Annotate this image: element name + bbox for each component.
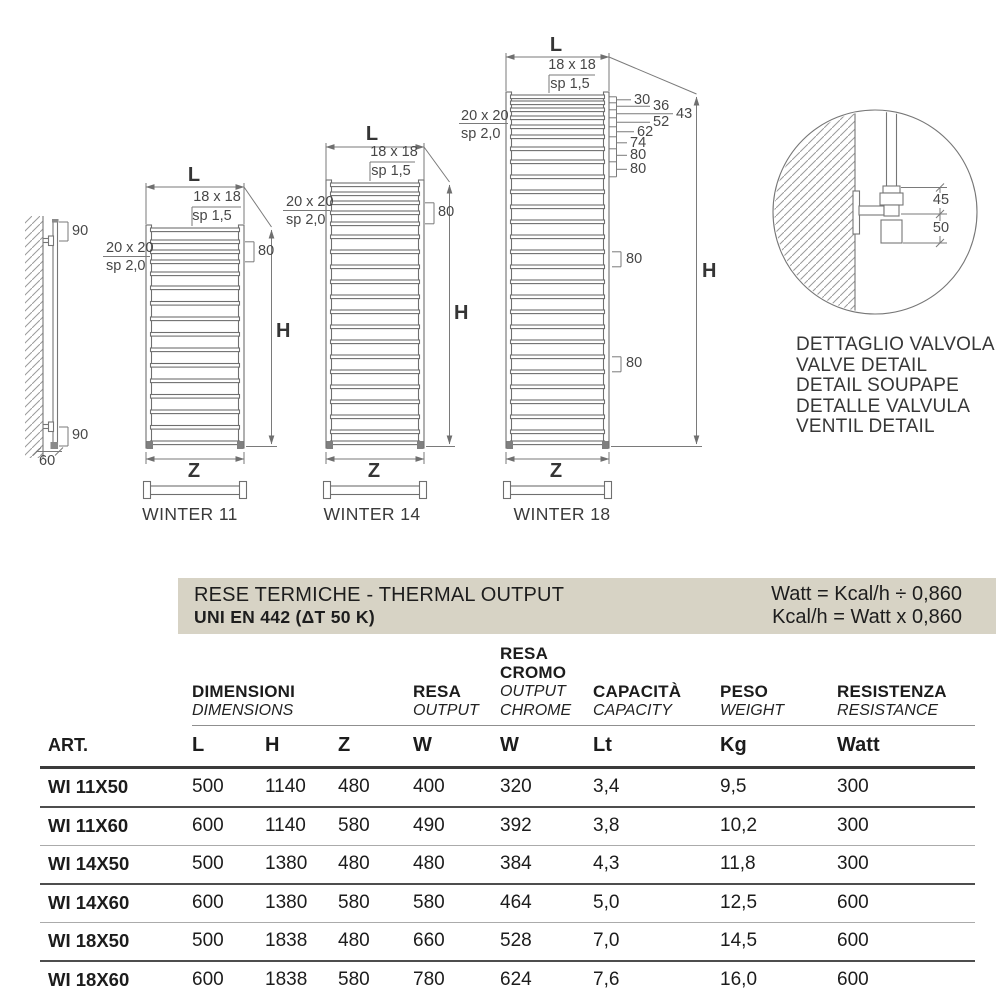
column-header-z: Z [338, 726, 413, 768]
cell-kg: 11,8 [720, 846, 837, 885]
cell-l: 600 [192, 884, 265, 923]
cell-w: 780 [413, 969, 445, 990]
w18-dim-52: 52 [653, 114, 670, 130]
cell-kg: 16,0 [720, 969, 758, 990]
winter-18-front-view [504, 92, 612, 499]
group-weight-en: WEIGHT [720, 702, 785, 719]
cell-watt: 600 [837, 923, 975, 962]
table-column-header-row [40, 726, 975, 768]
group-header-capacity [593, 636, 720, 726]
cell-z: 580 [338, 807, 413, 846]
w18-dim-80-mid1: 80 [626, 251, 643, 267]
cell-z: 580 [338, 969, 370, 990]
cell-l: 600 [192, 807, 265, 846]
w18-dim-h: H [702, 260, 717, 282]
group-header-output [413, 636, 500, 726]
w14-dim-80: 80 [438, 204, 455, 220]
w18-dim-l: L [549, 34, 563, 56]
cell-l: 600 [192, 969, 224, 990]
sideview-dim-90-bottom: 90 [72, 427, 89, 443]
table-row [40, 884, 975, 923]
w18-tube-size: 18 x 18 [548, 57, 596, 73]
thermal-output-header [178, 578, 996, 634]
w18-dim-36: 36 [653, 98, 670, 114]
valve-caption-line-2: VALVE DETAIL [796, 354, 928, 376]
cell-l: 500 [192, 768, 265, 808]
cell-watt: 300 [837, 768, 975, 808]
spec-table [40, 636, 975, 999]
group-output-it: RESA [413, 682, 462, 701]
cell-z: 480 [338, 768, 413, 808]
w11-dim-l: L [187, 164, 201, 186]
w18-dim-74: 74 [630, 135, 647, 151]
cell-lt: 7,6 [593, 969, 620, 990]
cell-watt: 300 [837, 846, 975, 885]
cell-art: WI 11X50 [40, 768, 192, 808]
sideview-dim-90-top: 90 [72, 223, 89, 239]
w18-tube-thickness: sp 1,5 [550, 76, 590, 92]
cell-watt: 300 [837, 807, 975, 846]
cell-w: 580 [413, 884, 500, 923]
w11-tube-thickness: sp 1,5 [192, 208, 232, 224]
cell-lt: 3,8 [593, 807, 720, 846]
group-output-chrome-en2: CHROME [500, 702, 572, 719]
w14-collector-size: 20 x 20 [286, 194, 334, 210]
w14-model-name: WINTER 14 [323, 504, 421, 524]
formula-kcal-to-watt: Kcal/h = Watt x 0,860 [772, 606, 962, 628]
valve-dim-50: 50 [932, 220, 950, 236]
w14-dim-z: Z [367, 460, 381, 482]
cell-art: WI 11X60 [40, 807, 192, 846]
w11-model-name: WINTER 11 [142, 504, 238, 524]
group-header-dimensions [192, 636, 413, 726]
w14-dim-l: L [365, 123, 379, 145]
w18-dim-80-a: 80 [630, 147, 647, 163]
cell-h: 1140 [265, 768, 338, 808]
cell-lt: 3,4 [593, 768, 720, 808]
table-group-header-row [40, 636, 975, 726]
w18-dim-30: 30 [634, 92, 651, 108]
group-resistance-it: RESISTENZA [837, 682, 947, 701]
w14-tube-size: 18 x 18 [370, 144, 418, 160]
w11-dim-80: 80 [258, 243, 275, 259]
column-header-watt: Watt [837, 726, 975, 768]
group-header-weight [720, 636, 837, 726]
valve-caption-line-3: DETAIL SOUPAPE [796, 375, 959, 396]
group-resistance-en: RESISTANCE [837, 702, 939, 719]
table-row [40, 768, 975, 808]
thermal-output-title: RESE TERMICHE - THERMAL OUTPUT [194, 584, 565, 606]
cell-w_chrome: 528 [500, 923, 593, 962]
cell-w_chrome: 624 [500, 969, 532, 990]
table-row [40, 923, 975, 962]
table-row [40, 846, 975, 885]
w11-collector-size: 20 x 20 [106, 240, 154, 256]
w18-dim-80-b: 80 [630, 161, 647, 177]
w18-collector-size: 20 x 20 [461, 108, 509, 124]
w14-dim-h: H [454, 302, 469, 324]
cell-z: 480 [338, 923, 413, 962]
w18-collector-thickness: sp 2,0 [461, 126, 501, 142]
group-capacity-it: CAPACITÀ [593, 682, 682, 701]
column-header-lt: Lt [593, 726, 720, 768]
cell-w_chrome: 320 [500, 768, 593, 808]
group-header-output-chrome [500, 636, 593, 726]
w18-dim-z: Z [549, 460, 563, 482]
group-output-en: OUTPUT [413, 702, 479, 719]
cell-w: 660 [413, 923, 500, 962]
cell-w_chrome: 464 [500, 884, 593, 923]
cell-kg: 14,5 [720, 923, 837, 962]
group-dimensions-en: DIMENSIONS [192, 702, 294, 719]
valve-dim-45: 45 [932, 192, 950, 208]
conversion-formulas [771, 583, 962, 629]
cell-lt: 5,0 [593, 884, 720, 923]
cell-lt: 7,0 [593, 923, 720, 962]
cell-h: 1838 [265, 969, 308, 990]
column-header-art: ART. [40, 726, 192, 768]
cell-h: 1380 [265, 846, 338, 885]
cell-art: WI 18X50 [40, 923, 192, 962]
cell-kg: 9,5 [720, 768, 837, 808]
cell-kg: 12,5 [720, 884, 837, 923]
thermal-output-title-block [194, 584, 564, 628]
formula-watt-to-kcal: Watt = Kcal/h ÷ 0,860 [771, 583, 962, 605]
w18-model-name: WINTER 18 [513, 504, 611, 524]
cell-art: WI 18X60 [48, 969, 130, 990]
thermal-output-standard: UNI EN 442 (ΔT 50 K) [194, 607, 375, 627]
valve-detail-drawing [773, 110, 977, 314]
cell-w_chrome: 392 [500, 807, 593, 846]
group-output-chrome-it1: RESA [500, 644, 549, 663]
valve-caption-line-4: DETALLE VALVULA [796, 395, 971, 417]
group-dimensions-it: DIMENSIONI [192, 682, 296, 701]
cell-l: 500 [192, 923, 265, 962]
sideview-dim-60: 60 [39, 453, 56, 469]
w14-tube-thickness: sp 1,5 [371, 163, 411, 179]
w18-dim-43: 43 [676, 106, 693, 122]
winter-11-front-view [144, 225, 247, 499]
cell-h: 1838 [265, 923, 338, 962]
cell-kg: 10,2 [720, 807, 837, 846]
cell-watt: 600 [837, 884, 975, 923]
group-header-spacer [40, 636, 192, 726]
column-header-h: H [265, 726, 338, 768]
table-row [40, 961, 975, 999]
w18-dim-62: 62 [637, 124, 654, 140]
side-view-drawing [25, 216, 59, 458]
w11-dim-z: Z [187, 460, 201, 482]
cell-lt: 4,3 [593, 846, 720, 885]
cell-w: 480 [413, 846, 500, 885]
cell-watt: 600 [837, 969, 869, 990]
cell-art: WI 14X50 [40, 846, 192, 885]
group-output-chrome-en1: OUTPUT [500, 683, 566, 700]
w18-dim-80-mid2: 80 [626, 355, 643, 371]
cell-l: 500 [192, 846, 265, 885]
group-weight-it: PESO [720, 682, 769, 701]
cell-z: 580 [338, 884, 413, 923]
column-header-w-chrome: W [500, 726, 593, 768]
cell-w: 490 [413, 807, 500, 846]
w11-dim-h: H [276, 320, 291, 342]
column-header-kg: Kg [720, 726, 837, 768]
winter-14-front-view [324, 180, 427, 499]
valve-caption-line-1: DETTAGLIO VALVOLA [796, 334, 995, 355]
cell-w: 400 [413, 768, 500, 808]
valve-caption-line-5: VENTIL DETAIL [796, 416, 935, 437]
column-header-l: L [192, 726, 265, 768]
w11-collector-thickness: sp 2,0 [106, 258, 146, 274]
table-row [40, 807, 975, 846]
column-header-w: W [413, 726, 500, 768]
w14-collector-thickness: sp 2,0 [286, 212, 326, 228]
cell-z: 480 [338, 846, 413, 885]
cell-h: 1380 [265, 884, 338, 923]
group-output-chrome-it2: CROMO [500, 663, 567, 682]
group-capacity-en: CAPACITY [593, 702, 672, 719]
cell-art: WI 14X60 [40, 884, 192, 923]
cell-h: 1140 [265, 807, 338, 846]
w11-tube-size: 18 x 18 [193, 189, 241, 205]
cell-w_chrome: 384 [500, 846, 593, 885]
group-header-resistance [837, 636, 975, 726]
